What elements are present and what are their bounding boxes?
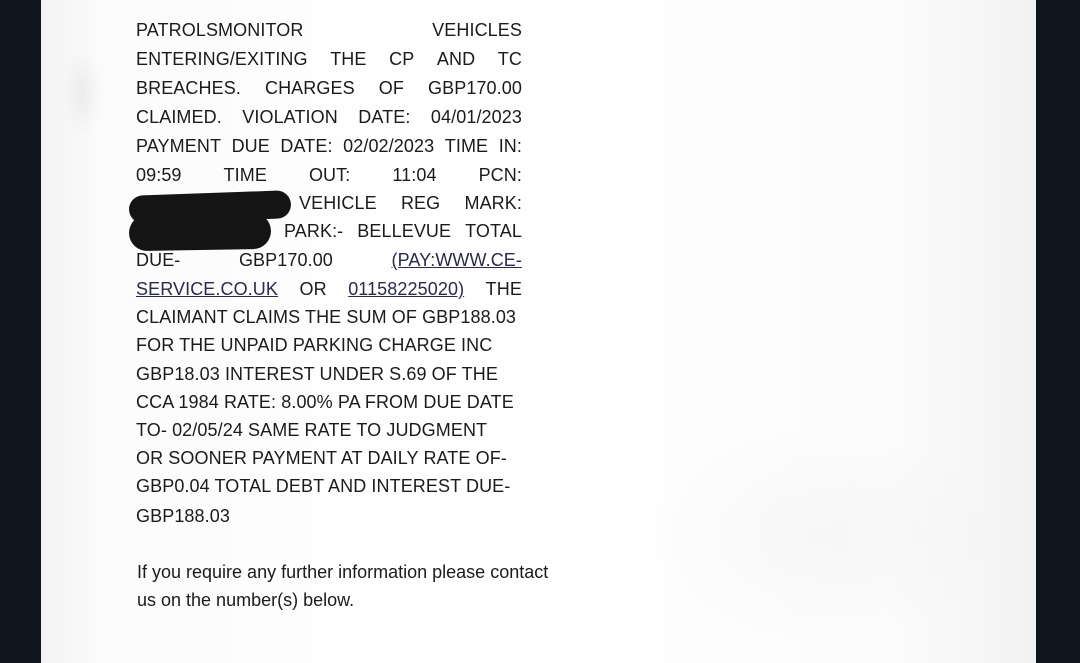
word: IN: [498, 136, 522, 156]
line-text: FOR THE UNPAID PARKING CHARGE INC [136, 335, 493, 355]
payment-url-end[interactable]: SERVICE.CO.UK [136, 279, 279, 299]
line-text: CLAIMANT CLAIMS THE SUM OF GBP188.03 [136, 307, 517, 327]
word: CHARGES [264, 78, 355, 98]
word: PAYMENT [136, 136, 222, 156]
word: DATE: [358, 107, 411, 127]
word: GBP170.00 [428, 78, 522, 98]
line-text: GBP0.04 TOTAL DEBT AND INTEREST DUE- [136, 476, 511, 496]
text-line [136, 303, 522, 332]
text-line [136, 74, 522, 103]
word: VEHICLES [432, 20, 522, 40]
text-line [136, 16, 522, 45]
word: CLAIMED. [136, 107, 222, 127]
word: VEHICLE [299, 193, 377, 213]
word: OF [378, 78, 404, 98]
letter-page [41, 0, 1036, 663]
text-line [136, 45, 522, 74]
line-text: OR SOONER PAYMENT AT DAILY RATE OF- [136, 448, 507, 468]
text-line [136, 331, 522, 360]
word: DUE- [136, 250, 181, 270]
page-shadow-mark [641, 420, 1001, 650]
line-text: GBP18.03 INTEREST UNDER S.69 OF THE [136, 364, 498, 384]
word: OR [299, 279, 327, 299]
word: PARK:- [284, 221, 344, 241]
word: 11:04 [392, 165, 437, 185]
word: MARK: [464, 193, 522, 213]
word: DUE [231, 136, 270, 156]
text-line [136, 388, 522, 417]
word: 04/01/2023 [430, 107, 522, 127]
phone-number-link[interactable]: 01158225020) [348, 279, 465, 299]
word: REG [400, 193, 441, 213]
word: PATROLSMONITOR [136, 20, 304, 40]
word: 02/02/2023 [343, 136, 435, 156]
text-line [136, 275, 522, 304]
word: BREACHES. [136, 78, 241, 98]
text-line [136, 502, 522, 531]
text-line [136, 472, 522, 501]
word: TOTAL [465, 221, 522, 241]
word: AND [436, 49, 476, 69]
page-shadow-mark [63, 48, 103, 138]
text-line [136, 246, 522, 275]
word: 09:59 [136, 165, 182, 185]
text-line [136, 416, 522, 445]
word: TIME [223, 165, 267, 185]
word: CP [389, 49, 415, 69]
text-line [136, 360, 522, 389]
text-line [136, 103, 522, 132]
payment-url-start[interactable]: (PAY:WWW.CE- [391, 250, 522, 270]
line-text: GBP188.03 [136, 506, 230, 526]
word: TIME [444, 136, 489, 156]
line-text: TO- 02/05/24 SAME RATE TO JUDGMENT [136, 420, 488, 440]
word: THE [485, 279, 522, 299]
word: ENTERING/EXITING [136, 49, 308, 69]
text-line [136, 132, 522, 161]
word: BELLEVUE [357, 221, 452, 241]
line-text: CCA 1984 RATE: 8.00% PA FROM DUE DATE [136, 392, 514, 412]
word: OUT: [308, 165, 351, 185]
text-line [136, 444, 522, 473]
contact-paragraph: If you require any further information please contact us on the number(s) below. [137, 562, 549, 610]
word: TC [497, 49, 522, 69]
word: THE [330, 49, 367, 69]
word: VIOLATION [242, 107, 338, 127]
text-line [299, 189, 522, 218]
word: GBP170.00 [238, 250, 333, 270]
text-line [284, 217, 522, 246]
text-line [136, 161, 522, 190]
word: PCN: [478, 165, 522, 185]
word: DATE: [280, 136, 333, 156]
